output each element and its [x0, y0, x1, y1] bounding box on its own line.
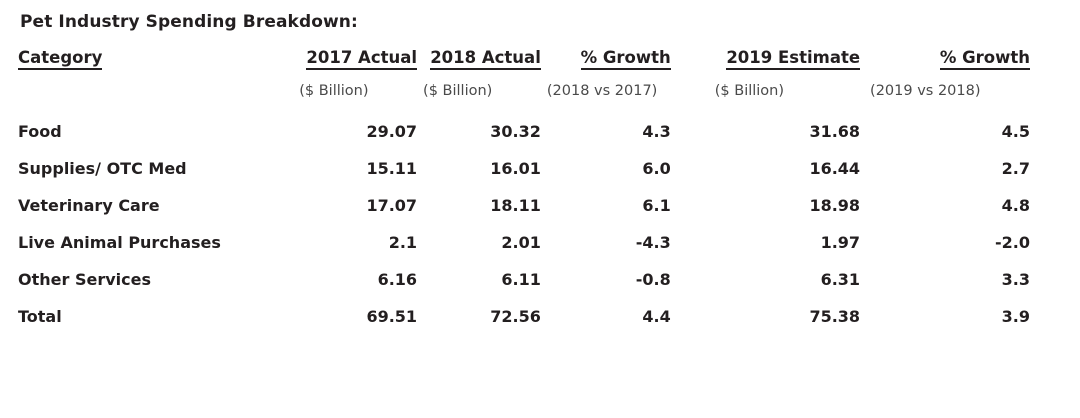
row-2019-estimate: 18.98 — [809, 196, 861, 215]
row-category: Food — [18, 122, 62, 141]
row-2018-actual: 6.11 — [501, 270, 541, 289]
column-header-growth-2019 — [870, 48, 1038, 72]
column-header-2017-actual — [299, 48, 423, 72]
subheader-category — [18, 72, 299, 113]
table-header — [18, 48, 1038, 113]
row-2017-actual: 17.07 — [366, 196, 418, 215]
row-growth-2019: 3.9 — [1001, 307, 1030, 326]
column-header-growth-2018 — [547, 48, 715, 72]
column-header-growth-2019-label: % Growth — [940, 48, 1030, 70]
table-body — [18, 113, 1038, 335]
row-2018-actual: 72.56 — [490, 307, 541, 326]
table-row — [18, 224, 1038, 261]
table-header-row — [18, 48, 1038, 72]
column-header-2018-actual — [423, 48, 547, 72]
row-2017-actual: 2.1 — [388, 233, 418, 252]
table-row — [18, 150, 1038, 187]
row-category: Supplies/ OTC Med — [18, 159, 187, 178]
row-2017-actual: 29.07 — [366, 122, 418, 141]
row-category: Total — [18, 307, 62, 326]
row-category: Live Animal Purchases — [18, 233, 221, 252]
table-row — [18, 113, 1038, 150]
row-growth-2019: 4.8 — [1001, 196, 1030, 215]
row-category: Other Services — [18, 270, 151, 289]
column-header-2017-actual-label: 2017 Actual — [306, 48, 417, 70]
column-header-2019-estimate — [715, 48, 870, 72]
row-growth-2019: 2.7 — [1001, 159, 1030, 178]
row-2018-actual: 30.32 — [490, 122, 541, 141]
row-growth-2018: 6.0 — [642, 159, 671, 178]
row-2019-estimate: 31.68 — [809, 122, 861, 141]
row-growth-2018: 4.3 — [642, 122, 671, 141]
row-2019-estimate: 16.44 — [809, 159, 861, 178]
row-2019-estimate: 1.97 — [820, 233, 861, 252]
page-title: Pet Industry Spending Breakdown: — [20, 12, 358, 32]
column-header-category-label: Category — [18, 48, 102, 70]
row-2017-actual: 15.11 — [366, 159, 418, 178]
row-2018-actual: 16.01 — [490, 159, 541, 178]
row-2017-actual: 69.51 — [366, 307, 418, 326]
subheader-2018-actual-units: ($ Billion) — [423, 83, 493, 99]
table-subheader-row — [18, 72, 1038, 113]
pet-industry-spending-table — [18, 48, 1038, 335]
subheader-growth-2018-basis: (2018 vs 2017) — [546, 83, 658, 99]
row-2017-actual: 6.16 — [377, 270, 418, 289]
row-growth-2019: -2.0 — [995, 233, 1030, 252]
column-header-category — [18, 48, 299, 72]
row-2019-estimate: 6.31 — [820, 270, 861, 289]
subheader-growth-2019-basis: (2019 vs 2018) — [870, 83, 981, 99]
table-row — [18, 187, 1038, 224]
table-row — [18, 261, 1038, 298]
column-header-growth-2018-label: % Growth — [581, 48, 671, 70]
column-header-2019-estimate-label: 2019 Estimate — [726, 48, 860, 70]
row-growth-2018: 6.1 — [642, 196, 671, 215]
row-growth-2018: -4.3 — [635, 233, 671, 252]
row-growth-2018: -0.8 — [635, 270, 671, 289]
subheader-2017-actual-units: ($ Billion) — [299, 83, 369, 99]
row-growth-2019: 4.5 — [1001, 122, 1030, 141]
subheader-2019-estimate-units: ($ Billion) — [714, 83, 785, 99]
row-2018-actual: 18.11 — [490, 196, 541, 215]
row-2019-estimate: 75.38 — [809, 307, 861, 326]
row-2018-actual: 2.01 — [501, 233, 541, 252]
row-growth-2019: 3.3 — [1001, 270, 1030, 289]
table-row-total — [18, 298, 1038, 335]
column-header-2018-actual-label: 2018 Actual — [430, 48, 541, 70]
row-growth-2018: 4.4 — [642, 307, 671, 326]
row-category: Veterinary Care — [18, 196, 160, 215]
